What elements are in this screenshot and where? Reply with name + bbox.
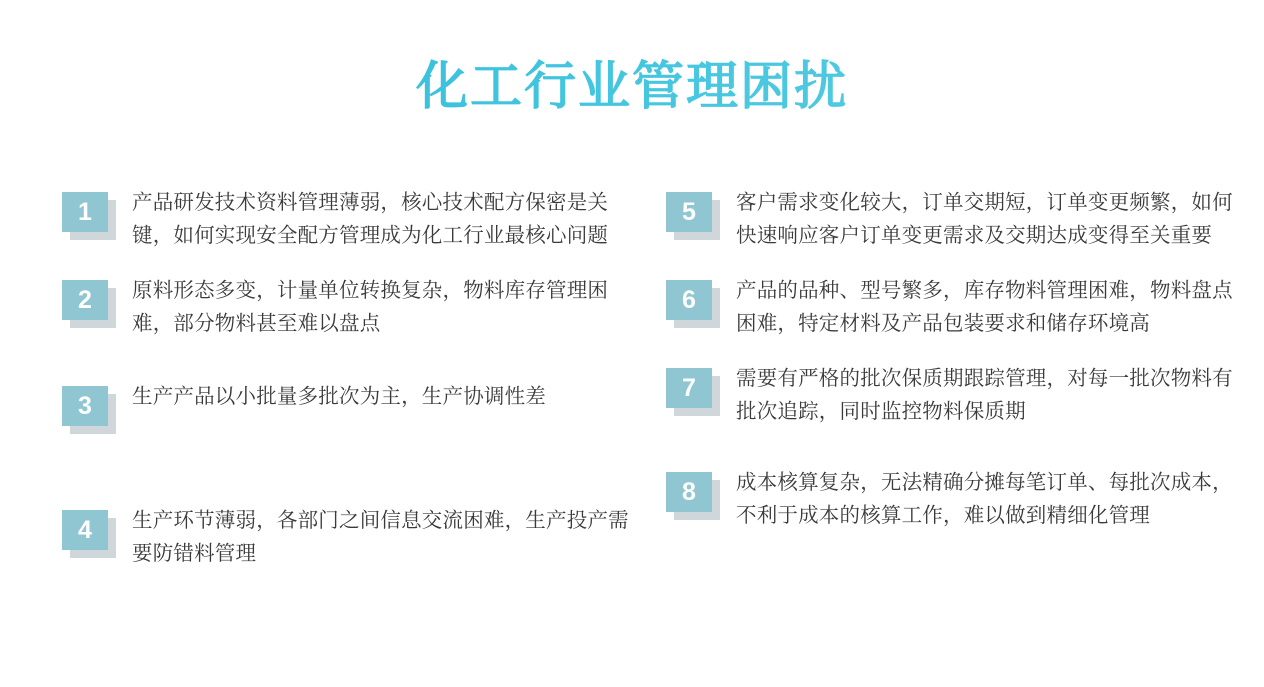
item-text: 客户需求变化较大，订单交期短，订单变更频繁，如何快速响应客户订单变更需求及交期达成变得至关重要 [736, 191, 1233, 247]
badge-number: 7 [666, 368, 712, 408]
badge-number: 5 [666, 192, 712, 232]
item-text: 原料形态多变，计量单位转换复杂，物料库存管理困难，部分物料甚至难以盘点 [132, 279, 609, 335]
item-number-badge [666, 368, 720, 416]
list-item [666, 274, 1264, 340]
badge-number: 8 [666, 472, 712, 512]
list-item [666, 362, 1264, 428]
list-item [666, 466, 1264, 532]
badge-number: 3 [62, 386, 108, 426]
content-columns [0, 186, 1264, 570]
list-item [62, 380, 632, 434]
item-text: 产品的品种、型号繁多，库存物料管理困难，物料盘点困难，特定材料及产品包装要求和储存环境高 [736, 279, 1233, 335]
item-text: 成本核算复杂，无法精确分摊每笔订单、每批次成本，不利于成本的核算工作，难以做到精细化管理 [736, 471, 1233, 527]
left-column [0, 186, 632, 570]
badge-number: 2 [62, 280, 108, 320]
list-item [62, 186, 632, 252]
item-number-badge [666, 280, 720, 328]
badge-number: 4 [62, 510, 108, 550]
item-text: 产品研发技术资料管理薄弱，核心技术配方保密是关键，如何实现安全配方管理成为化工行业最核心问题 [132, 191, 609, 247]
item-number-badge [62, 510, 116, 558]
item-text: 生产产品以小批量多批次为主，生产协调性差 [132, 385, 546, 408]
list-item [666, 186, 1264, 252]
item-text: 需要有严格的批次保质期跟踪管理，对每一批次物料有批次追踪，同时监控物料保质期 [736, 367, 1233, 423]
item-number-badge [62, 386, 116, 434]
badge-number: 1 [62, 192, 108, 232]
page-title: 化工行业管理困扰 [0, 44, 1264, 119]
item-number-badge [666, 192, 720, 240]
badge-number: 6 [666, 280, 712, 320]
list-item [62, 504, 632, 570]
item-text: 生产环节薄弱，各部门之间信息交流困难，生产投产需要防错料管理 [132, 509, 629, 565]
right-column [632, 186, 1264, 570]
item-number-badge [666, 472, 720, 520]
item-number-badge [62, 280, 116, 328]
list-item [62, 274, 632, 340]
item-number-badge [62, 192, 116, 240]
